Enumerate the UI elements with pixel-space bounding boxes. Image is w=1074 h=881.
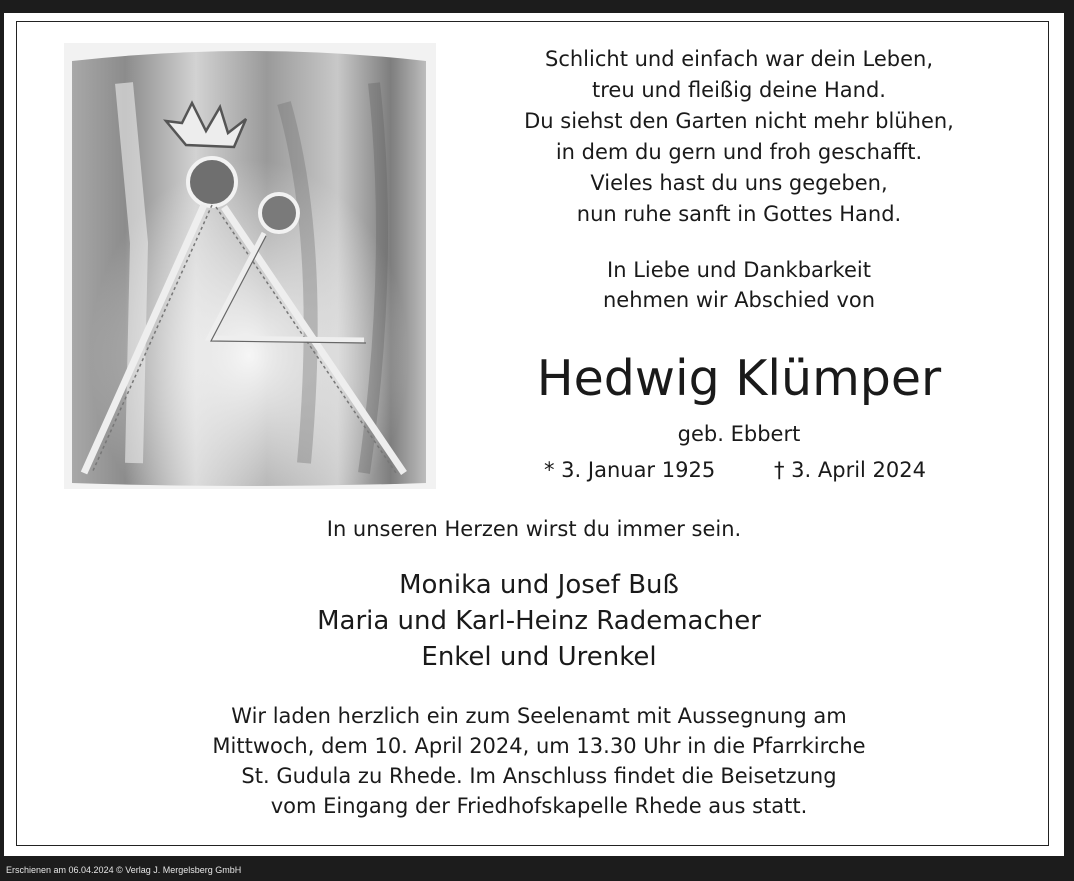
poem-line: nun ruhe sanft in Gottes Hand. [576,202,902,226]
invitation-line: St. Gudula zu Rhede. Im Anschluss findet die Beisetzung [241,764,837,788]
intro-line: In Liebe und Dankbarkeit [607,258,871,282]
family-line: Maria und Karl-Heinz Rademacher [317,606,761,636]
invitation-line: Mittwoch, dem 10. April 2024, um 13.30 Uhr in die Pfarrkirche [212,734,866,758]
family-line: Monika und Josef Buß [399,570,679,600]
heart-line: In unseren Herzen wirst du immer sein. [326,517,742,541]
birth-date: * 3. Januar 1925 [544,458,716,482]
poem-line: Schlicht und einfach war dein Leben, [544,47,933,71]
invitation-line: Wir laden herzlich ein zum Seelenamt mit Aussegnung am [231,704,847,728]
service-invitation [154,701,924,821]
poem-line: Vieles hast du uns gegeben, [590,171,888,195]
candle-photo [64,43,436,489]
poem-line: in dem du gern und froh geschafft. [555,140,923,164]
poem [504,44,974,230]
maiden-name: geb. Ebbert [677,422,801,446]
poem-line: treu und fleißig deine Hand. [592,78,886,102]
obituary-sheet [4,13,1064,856]
deceased-name: Hedwig Klümper [536,350,942,407]
family-line: Enkel und Urenkel [421,642,657,672]
farewell-intro [504,255,974,315]
invitation-line: vom Eingang der Friedhofskapelle Rhede aus statt. [270,794,808,818]
poem-line: Du siehst den Garten nicht mehr blühen, [524,109,954,133]
intro-line: nehmen wir Abschied von [602,288,876,312]
death-date: † 3. April 2024 [774,458,927,482]
publication-footer: Erschienen am 06.04.2024 © Verlag J. Mergelsberg GmbH [6,865,242,875]
family-list [254,567,824,675]
